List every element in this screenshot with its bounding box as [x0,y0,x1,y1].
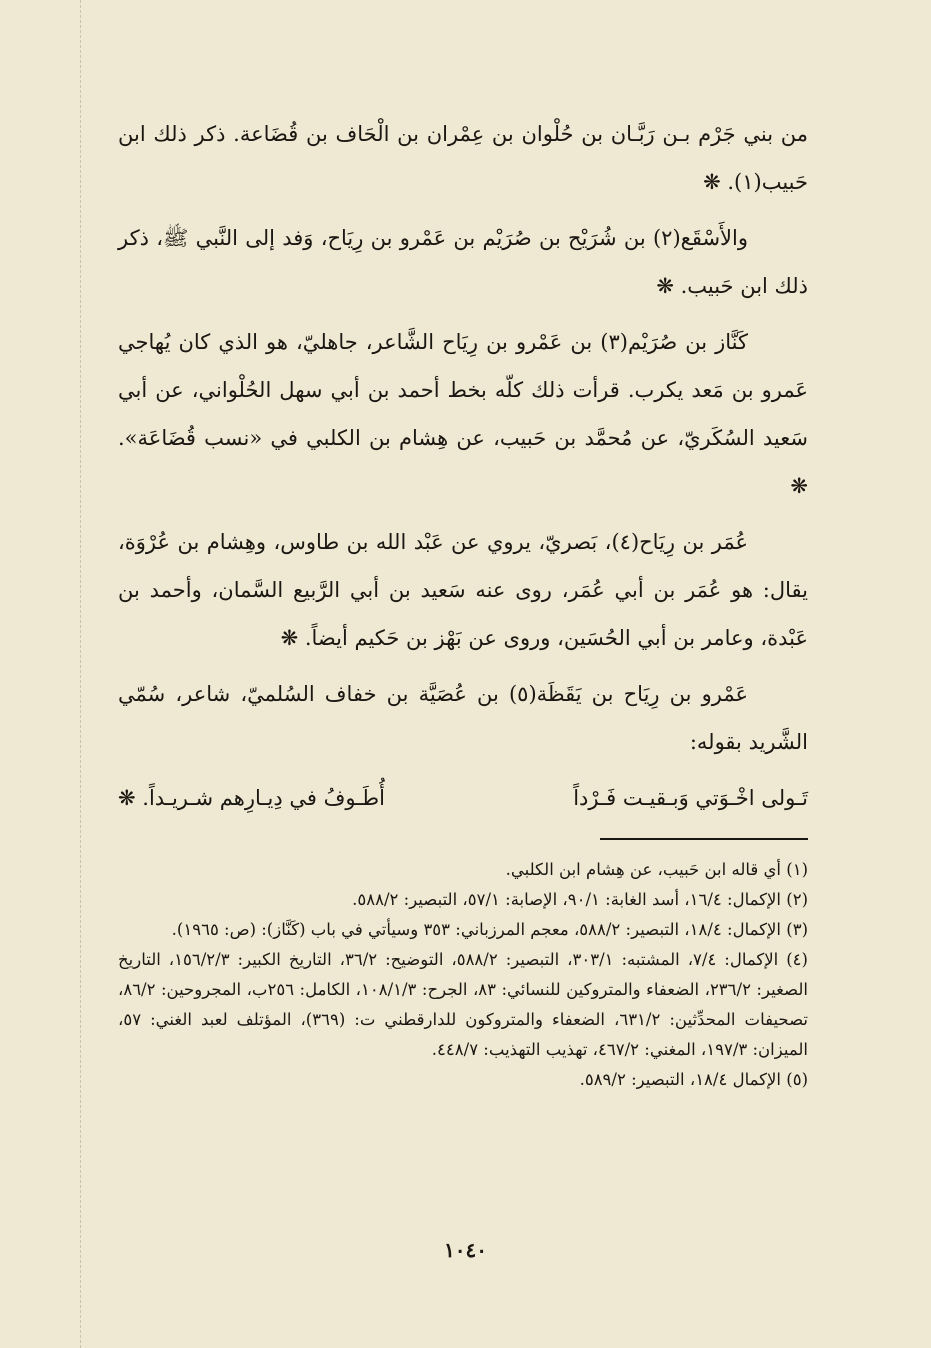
footnote-5: (٥) الإكمال ١٨/٤، التبصير: ٥٨٩/٢. [579,1070,808,1089]
footnotes [118,855,808,1095]
verse-first-hemistich: تَـولى اخْـوَتي وَبـقيـت فَـرْداً [573,786,808,810]
verse-second-hemistich: أُطَـوفُ في دِيـارِهم شـريـداً. ❋ [118,786,385,810]
footnote-2: (٢) الإكمال: ١٦/٤، أسد الغابة: ٩٠/١، الإصابة: ٥٧/١، التبصير: ٥٨٨/٢. [352,890,808,909]
footnote-1: (١) أي قاله ابن حَبيب، عن هِشام ابن الكلبي. [505,860,808,879]
footnote-separator [600,838,808,840]
entry-umar: عُمَر بن رِيَاح(٤)، بَصريّ، يروي عن عَبْد الله بن طاوس، وهِشام بن عُرْوَة، يقال: هو عُمَر بن أبي عُمَر، روى عنه سَعيد بن أبي الرَّبيع السَّمان، وأحمد بن عَبْدة، وعامر بن أبي الحُسَين، وروى عن بَهْز بن حَكيم أيضاً. ❋ [118,530,808,650]
entry-jarm: من بني جَرْم بـن رَبَّـان بن حُلْوان بن عِمْران بن الْحَاف بن قُضَاعة. ذكر ذلك ابن حَبيب(١). ❋ [118,122,808,194]
entry-kannaz: كَنَّاز بن صُرَيْم(٣) بن عَمْرو بن رِيَاح الشَّاعر، جاهليّ، هو الذي كان يُهاجي عَمرو بن مَعد يكرب. قرأت ذلك كلّه بخط أحمد بن أبي سهل الحُلْواني، عن أبي سَعيد السُكَريّ، عن مُحمَّد بن حَبيب، عن هِشام بن الكلبي في «نسب قُضَاعَة». ❋ [118,330,808,498]
footnote-4: (٤) الإكمال: ٧/٤، المشتبه: ٣٠٣/١، التبصير: ٥٨٨/٢، التوضيح: ٣٦/٢، التاريخ الكبير: ١٥٦/٢/٣، التاريخ الصغير: ٢٣٦/٢، الضعفاء والمتروكين للنسائي: ٨٣، الجرح: ١٠٨/١/٣، الكامل: ٢٥٦ب، المجروحين: ٨٦/٢، تصحيفات المحدِّثين: ٦٣١/٢، الضعفاء والمتروكون للدارقطني ت: (٣٦٩)، المؤتلف لعبد الغني: ٥٧، الميزان: ١٩٧/٣، المغني: ٤٦٧/٢، تهذيب التهذيب: ٤٤٨/٧. [118,950,808,1059]
main-text [118,110,808,822]
entry-amr: عَمْرو بن رِيَاح بن يَقَظَة(٥) بن عُصَيَّة بن خفاف السُلميّ، شاعر، سُمّي الشَّريد بقوله: [118,682,808,754]
page-number: ١٠٤٠ [444,1238,487,1262]
footnote-3: (٣) الإكمال: ١٨/٤، التبصير: ٥٨٨/٢، معجم المرزباني: ٣٥٣ وسيأتي في باب (كَنَّاز): (ص: ١٩٦٥). [171,920,808,939]
poem-verse [118,774,808,822]
margin-line [80,0,81,1348]
entry-asqa: والأَسْقَع(٢) بن شُرَيْح بن صُرَيْم بن عَمْرو بن رِيَاح، وَفد إلى النَّبي ﷺ، ذكر ذلك ابن حَبيب. ❋ [118,226,808,298]
